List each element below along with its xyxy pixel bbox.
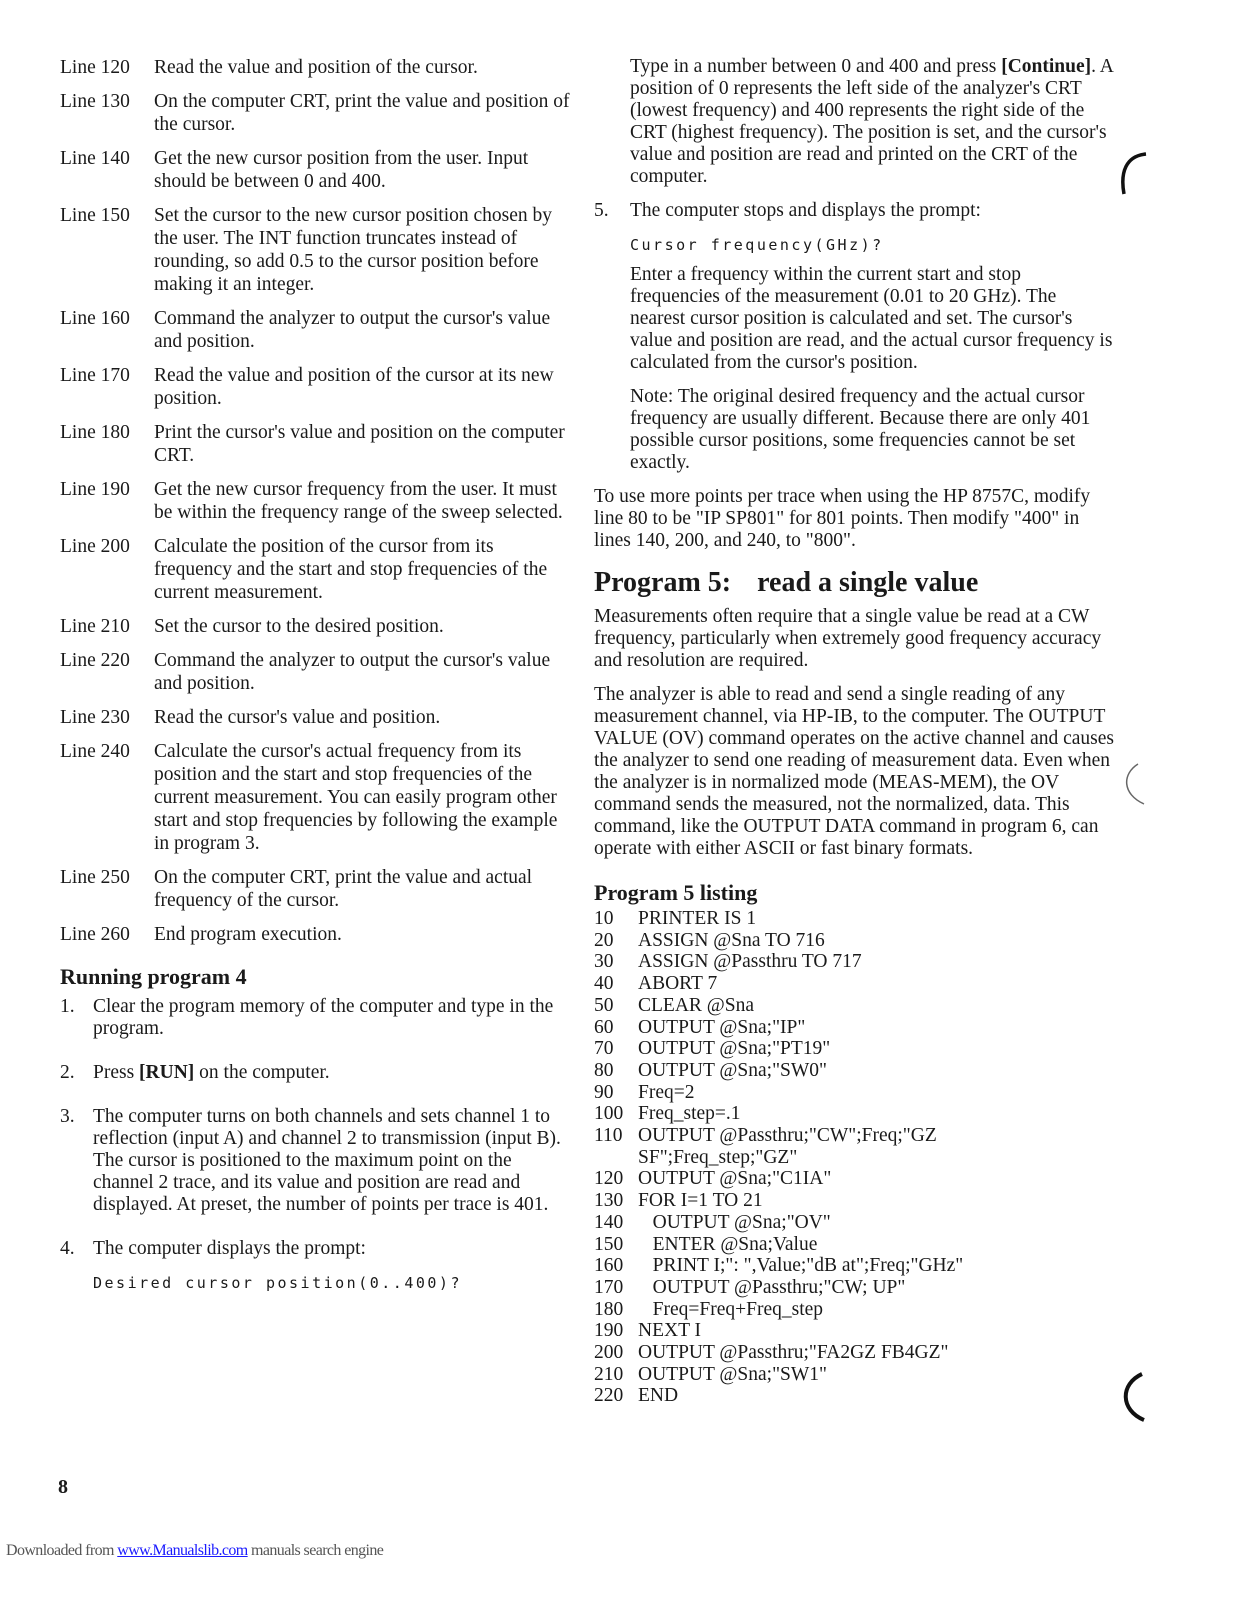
listing-line-number: 220 xyxy=(594,1385,624,1407)
definition-term: Line 210 xyxy=(60,616,130,637)
step-4-text: The computer displays the prompt: xyxy=(93,1238,366,1259)
step-5-note: Note: The original desired frequency and the actual cursor frequency are usually different. Because there are only 401 possible cursor positions, some frequencies cannot be set exactly. xyxy=(630,386,1091,473)
listing-line-number: 70 xyxy=(594,1038,614,1060)
listing-line xyxy=(594,1385,1114,1407)
listing-line xyxy=(594,951,1114,973)
definition-row xyxy=(60,147,570,193)
listing-line-number: 130 xyxy=(594,1190,624,1212)
definition-text: On the computer CRT, print the value and actual frequency of the cursor. xyxy=(154,867,533,911)
listing-line xyxy=(594,1147,1114,1169)
listing-line-number: 120 xyxy=(594,1168,624,1190)
listing-line-code: OUTPUT @Sna;"SW0" xyxy=(638,1059,827,1081)
listing-line xyxy=(594,1060,1114,1082)
program-5-description: The analyzer is able to read and send a single reading of any measurement channel, via HP-IB, to the computer. The OUTPUT VALUE (OV) command operates on the active channel and causes the analyzer to send one reading of measurement data. Even when the analyzer is in normalized mode (MEAS-MEM), the OV command sends the measured, not the normalized, data. This command, like the OUTPUT DATA command in program 6, can operate with either ASCII or fast binary formats. xyxy=(594,684,1114,859)
listing-line-code: OUTPUT @Sna;"PT19" xyxy=(638,1038,831,1060)
definition-term: Line 180 xyxy=(60,422,130,443)
step-2: 2. Press [RUN] on the computer. xyxy=(60,1062,570,1094)
definition-term: Line 170 xyxy=(60,365,130,386)
listing-line-code: PRINTER IS 1 xyxy=(638,908,757,929)
listing-line-code: SF";Freq_step;"GZ" xyxy=(638,1146,798,1168)
step-1-text: Clear the program memory of the computer and type in the program. xyxy=(93,996,554,1039)
definition-term: Line 140 xyxy=(60,148,130,169)
step-3-text: The computer turns on both channels and sets channel 1 to reflection (input A) and channel 2 to transmission (input B). The cursor is positioned to the maximum point on the channel 2 trace, and its value and position are read and displayed. At preset, the number of points per trace is 401. xyxy=(93,1106,561,1215)
listing-line-number: 60 xyxy=(594,1016,614,1038)
listing-line-number xyxy=(594,1147,638,1169)
left-column xyxy=(60,56,570,1314)
definition-text: Read the cursor's value and position. xyxy=(154,707,441,728)
listing-line-number: 190 xyxy=(594,1320,624,1342)
definition-text: Read the value and position of the cursor. xyxy=(154,57,478,78)
listing-line-code: CLEAR @Sna xyxy=(638,994,755,1016)
listing-line xyxy=(594,930,1114,952)
running-steps xyxy=(60,996,570,1302)
listing-line xyxy=(594,1234,1114,1256)
listing-line-code: NEXT I xyxy=(638,1320,702,1342)
run-key: [RUN] xyxy=(139,1062,195,1083)
listing-line-number: 140 xyxy=(594,1211,624,1233)
listing-line-code: ASSIGN @Passthru TO 717 xyxy=(638,951,862,973)
listing-line-code: ENTER @Sna;Value xyxy=(638,1233,818,1255)
definition-row xyxy=(60,740,570,855)
program-5-intro: Measurements often require that a single value be read at a CW frequency, particularly when extremely good frequency accuracy and resolution are required. xyxy=(594,606,1102,671)
definition-term: Line 220 xyxy=(60,650,130,671)
listing-line xyxy=(594,1190,1114,1212)
definition-text: Command the analyzer to output the cursor's value and position. xyxy=(154,650,551,694)
listing-line xyxy=(594,1082,1114,1104)
definition-text: Get the new cursor position from the user. Input should be between 0 and 400. xyxy=(154,148,529,192)
binder-mark-top xyxy=(1112,150,1152,200)
definition-row xyxy=(60,478,570,524)
definition-text: End program execution. xyxy=(154,924,342,945)
line-definition-list xyxy=(60,56,570,946)
listing-line-number: 180 xyxy=(594,1298,624,1320)
listing-line-code: Freq=2 xyxy=(638,1081,695,1103)
listing-line xyxy=(594,1342,1114,1364)
definition-text: Print the cursor's value and position on the computer CRT. xyxy=(154,422,565,466)
continue-key: [Continue] xyxy=(1001,56,1092,77)
definition-row xyxy=(60,649,570,695)
listing-line-code: Freq_step=.1 xyxy=(638,1103,741,1125)
running-program-heading: Running program 4 xyxy=(60,964,247,989)
definition-term: Line 200 xyxy=(60,536,130,557)
listing-line-code: PRINT I;": ",Value;"dB at";Freq;"GHz" xyxy=(638,1255,964,1277)
listing-line-number: 100 xyxy=(594,1103,624,1125)
listing-line xyxy=(594,1038,1114,1060)
cursor-position-prompt: Desired cursor position(0..400)? xyxy=(93,1274,462,1292)
definition-text: Set the cursor to the new cursor position chosen by the user. The INT function truncates instead of rounding, so add 0.5 to the cursor position before making it an integer. xyxy=(154,205,553,295)
listing-line-code: FOR I=1 TO 21 xyxy=(638,1190,763,1212)
listing-line xyxy=(594,1320,1114,1342)
definition-text: Read the value and position of the cursor at its new position. xyxy=(154,365,554,409)
listing-line-code: OUTPUT @Sna;"OV" xyxy=(638,1211,831,1233)
definition-term: Line 160 xyxy=(60,308,130,329)
listing-line-number: 90 xyxy=(594,1081,614,1103)
listing-line-number: 40 xyxy=(594,973,614,995)
step-4-continued: Type in a number between 0 and 400 and press [Continue]. A position of 0 represents the left side of the analyzer's CRT (lowest frequency) and 400 represents the right side of the CRT (highest frequency). The position is set, and the cursor's value and position are read and printed on the CRT of the computer. xyxy=(630,56,1113,187)
listing-line-code: OUTPUT @Passthru;"FA2GZ FB4GZ" xyxy=(638,1342,949,1364)
step-5-body: Enter a frequency within the current start and stop frequencies of the measurement (0.01 to 20 GHz). The nearest cursor position is calculated and set. The cursor's value and position are read, and the actual cursor frequency is calculated from the cursor's position. xyxy=(630,264,1113,373)
definition-row xyxy=(60,307,570,353)
definition-row xyxy=(60,866,570,912)
listing-line-code: ASSIGN @Sna TO 716 xyxy=(638,929,825,951)
points-per-trace-paragraph: To use more points per trace when using the HP 8757C, modify line 80 to be "IP SP801" for 801 points. Then modify "400" in lines 140, 200, and 240, to "800". xyxy=(594,486,1091,551)
definition-text: Command the analyzer to output the cursor's value and position. xyxy=(154,308,551,352)
listing-line xyxy=(594,973,1114,995)
definition-row xyxy=(60,923,570,946)
program-5-listing xyxy=(594,908,1114,1407)
definition-term: Line 230 xyxy=(60,707,130,728)
listing-line-code: END xyxy=(638,1385,679,1407)
definition-text: Set the cursor to the desired position. xyxy=(154,616,444,637)
listing-line xyxy=(594,1125,1114,1147)
listing-line xyxy=(594,1299,1114,1321)
listing-line xyxy=(594,1168,1114,1190)
definition-row xyxy=(60,56,570,79)
listing-line-code: OUTPUT @Sna;"SW1" xyxy=(638,1363,827,1385)
listing-line-number: 30 xyxy=(594,951,614,973)
program-5-listing-heading: Program 5 listing xyxy=(594,880,758,905)
listing-line-code: Freq=Freq+Freq_step xyxy=(638,1298,824,1320)
listing-line xyxy=(594,1364,1114,1386)
definition-row xyxy=(60,615,570,638)
listing-line-number: 160 xyxy=(594,1255,624,1277)
listing-line xyxy=(594,1017,1114,1039)
definition-text: Get the new cursor frequency from the user. It must be within the frequency range of the sweep selected. xyxy=(154,479,563,523)
definition-row xyxy=(60,90,570,136)
listing-line-number: 80 xyxy=(594,1059,614,1081)
definition-term: Line 150 xyxy=(60,205,130,226)
listing-line xyxy=(594,1277,1114,1299)
right-column xyxy=(594,56,1114,1407)
definition-text: Calculate the cursor's actual frequency from its position and the start and stop frequencies of the current measurement. You can easily program other start and stop frequencies by following the example in program 3. xyxy=(154,741,558,854)
listing-line-number: 150 xyxy=(594,1233,624,1255)
listing-line-code: ABORT 7 xyxy=(638,973,718,995)
listing-line-number: 50 xyxy=(594,994,614,1016)
definition-term: Line 240 xyxy=(60,741,130,762)
program-5-heading: Program 5: read a single value xyxy=(594,567,979,598)
step-2-text: Press [RUN] on the computer. xyxy=(93,1062,330,1083)
listing-line-number: 10 xyxy=(594,908,614,929)
definition-term: Line 130 xyxy=(60,91,130,112)
step-4: 4. The computer displays the prompt: Desired cursor position(0..400)? xyxy=(60,1238,570,1302)
binder-mark-bottom xyxy=(1116,1370,1156,1426)
binder-mark-middle xyxy=(1118,760,1158,810)
listing-line-number: 200 xyxy=(594,1342,624,1364)
definition-text: On the computer CRT, print the value and position of the cursor. xyxy=(154,91,570,135)
definition-row xyxy=(60,204,570,296)
definition-term: Line 260 xyxy=(60,924,130,945)
definition-row xyxy=(60,706,570,729)
definition-term: Line 250 xyxy=(60,867,130,888)
definition-text: Calculate the position of the cursor from its frequency and the start and stop frequencies of the current measurement. xyxy=(154,536,548,603)
definition-row xyxy=(60,364,570,410)
listing-line xyxy=(594,1103,1114,1125)
step-5: 5. The computer stops and displays the prompt: Cursor frequency(GHz)? Enter a frequency within the current start and stop frequencies of the measurement (0.01 to 20 GHz). The nearest cursor position is calculated and set. The cursor's value and position are read, and the actual cursor frequency is calculated from the cursor's position. Note: The original desired frequency and the actual cursor frequency are usually different. Because there are only 401 possible cursor positions, some frequencies cannot be set exactly. xyxy=(594,200,1113,473)
cursor-frequency-prompt: Cursor frequency(GHz)? xyxy=(630,236,884,254)
listing-line xyxy=(594,908,1114,930)
definition-term: Line 190 xyxy=(60,479,130,500)
listing-line-code: OUTPUT @Sna;"C1IA" xyxy=(638,1168,832,1190)
download-footer: Downloaded from www.Manualslib.com manuals search engine xyxy=(6,1542,384,1559)
listing-line-number: 210 xyxy=(594,1363,624,1385)
step-3: 3. The computer turns on both channels and sets channel 1 to reflection (input A) and channel 2 to transmission (input B). The cursor is positioned to the maximum point on the channel 2 trace, and its value and position are read and displayed. At preset, the number of points per trace is 401. xyxy=(60,1106,570,1226)
listing-line-code: OUTPUT @Passthru;"CW";Freq;"GZ xyxy=(638,1125,937,1147)
step-1: 1. Clear the program memory of the computer and type in the program. xyxy=(60,996,570,1050)
page-number: 8 xyxy=(58,1476,68,1498)
step-5-text: The computer stops and displays the prompt: xyxy=(630,200,981,221)
manualslib-link[interactable]: www.Manualslib.com xyxy=(117,1542,248,1559)
definition-term: Line 120 xyxy=(60,57,130,78)
listing-line-code: OUTPUT @Passthru;"CW; UP" xyxy=(638,1276,906,1298)
listing-line xyxy=(594,995,1114,1017)
listing-line-number: 20 xyxy=(594,929,614,951)
definition-row xyxy=(60,535,570,604)
listing-line xyxy=(594,1255,1114,1277)
listing-line-number: 170 xyxy=(594,1276,624,1298)
listing-line-number: 110 xyxy=(594,1125,623,1147)
listing-line xyxy=(594,1212,1114,1234)
listing-line-code: OUTPUT @Sna;"IP" xyxy=(638,1016,806,1038)
definition-row xyxy=(60,421,570,467)
